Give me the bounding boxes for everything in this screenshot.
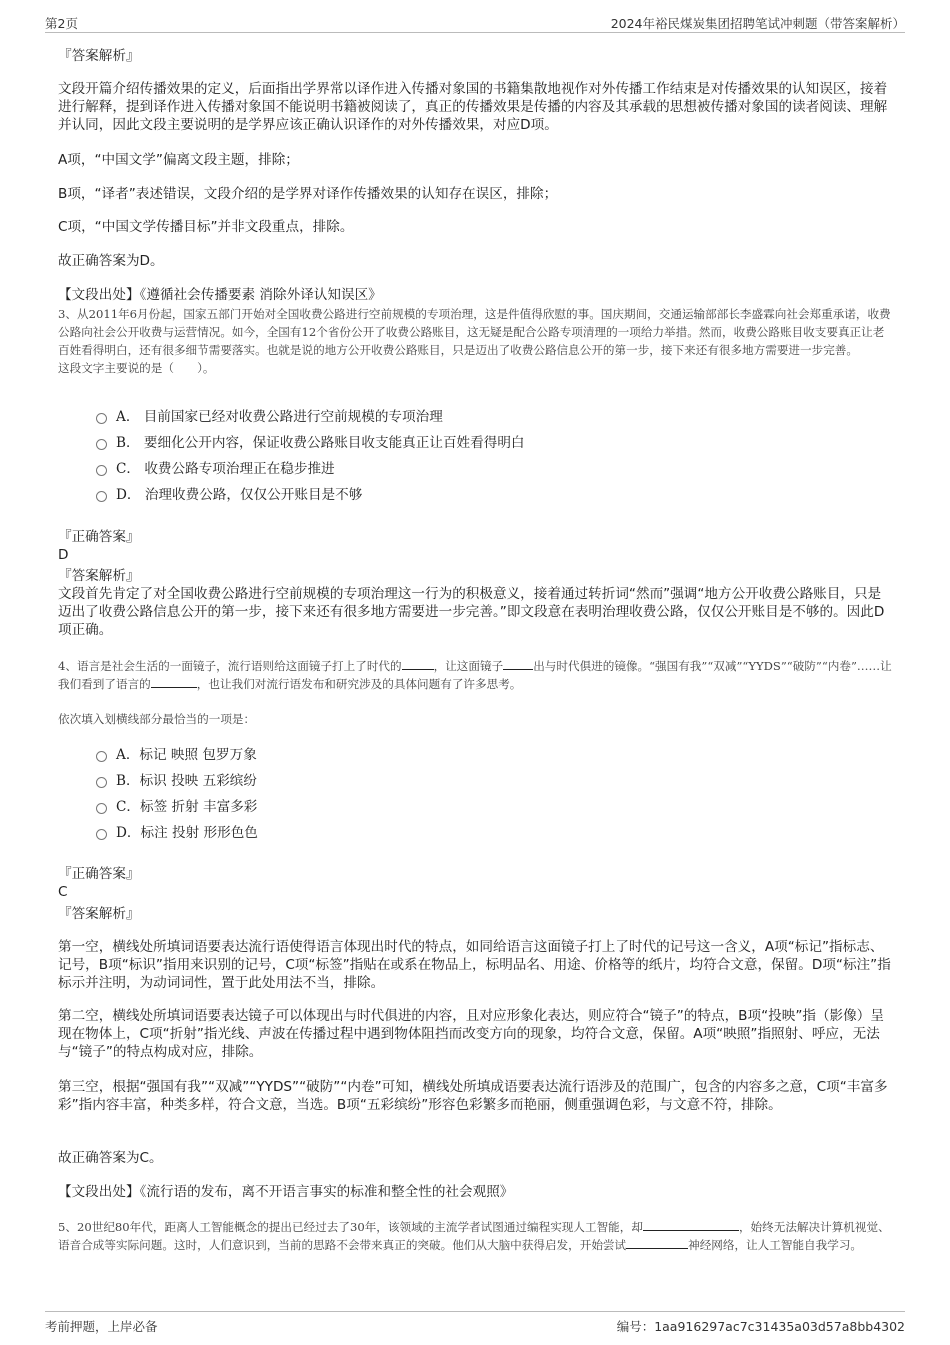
q4-prompt: 依次填入划横线部分最恰当的一项是： — [58, 712, 256, 726]
page-number: 第2页 — [45, 16, 78, 31]
radio-icon[interactable] — [96, 465, 107, 476]
q5-stem — [58, 1218, 893, 1254]
q2-option-a-analysis: A项，“中国文学”偏离文段主题，排除； — [58, 152, 299, 168]
q4-stem-part3: 出与时代俱进的镜像。“强国有我”“双减”“YYDS”“破防”“内卷”……让我们看到了语言的 — [58, 659, 892, 691]
q4-option-a[interactable] — [96, 746, 257, 764]
blank-2 — [503, 657, 533, 670]
q5-stem-part2: ，始终无法解决计算机视觉、语音合成等实际问题。这时，人们意识到，当前的思路不会带来真正的突破。他们从大脑中获得启发，开始尝试 — [58, 1220, 890, 1252]
radio-icon[interactable] — [96, 439, 107, 450]
q5-stem-part3: 神经网络，让人工智能自我学习。 — [688, 1238, 863, 1252]
q3-option-a[interactable] — [96, 408, 443, 426]
q4-stem-part2: ，让这面镜子 — [433, 659, 504, 673]
q4-option-a-label: A．标记 映照 包罗万象 — [116, 747, 257, 763]
q3-answer: D — [58, 547, 69, 563]
page-footer — [45, 1311, 905, 1334]
footer-slogan: 考前押题，上岸必备 — [45, 1319, 158, 1334]
q4-explain-para1: 第一空，横线处所填词语要表达流行语使得语言体现出时代的特点，如同给语言这面镜子打上了时代的记号这一含义，A项“标记”指标志、记号，B项“标识”指用来识别的记号，C项“标签”指贴在或系在物品上，标明品名、用途、价格等的纸片，均符合文意，保留。D项“标注”指标示并注明，为动词词性，置于此处用法不当，排除。 — [58, 939, 891, 991]
q4-explain-para3: 第三空，根据“强国有我”“双减”“YYDS”“破防”“内卷”可知，横线处所填成语要表达流行语涉及的范围广，包含的内容多之意，C项“丰富多彩”指内容丰富，种类多样，符合文意，当选。B项“五彩缤纷”形容色彩繁多而艳丽，侧重强调色彩，与文意不符，排除。 — [58, 1079, 888, 1113]
q2-source: 【文段出处】《遵循社会传播要素 消除外译认知误区》 — [58, 287, 382, 303]
q2-answer-text: 故正确答案为D。 — [58, 253, 164, 269]
q4-option-c-label: C．标签 折射 丰富多彩 — [116, 799, 258, 815]
q3-explain-label: 『答案解析』 — [58, 568, 140, 584]
q4-option-d[interactable] — [96, 824, 258, 842]
radio-icon[interactable] — [96, 491, 107, 502]
q2-explain-label: 『答案解析』 — [58, 48, 140, 64]
q4-option-b-label: B．标识 投映 五彩缤纷 — [116, 773, 257, 789]
blank-2 — [626, 1236, 688, 1249]
q3-option-d[interactable] — [96, 486, 362, 504]
q2-option-b-analysis: B项，“译者”表述错误，文段介绍的是学界对译作传播效果的认知存在误区，排除； — [58, 186, 558, 202]
q4-explain-para2: 第二空，横线处所填词语要表达镜子可以体现出与时代俱进的内容，且对应形象化表达，则应符合“镜子”的特点，B项“投映”指（影像）呈现在物体上，C项“折射”指光线、声波在传播过程中遇到物体阻挡而改变方向的现象，均符合文意，保留。A项“映照”指照射、呼应，无法与“镜子”的特点构成对应，排除。 — [58, 1008, 884, 1060]
q4-source: 【文段出处】《流行语的发布，离不开语言事实的标准和整全性的社会观照》 — [58, 1184, 514, 1200]
q3-explain-text: 文段首先肯定了对全国收费公路进行空前规模的专项治理这一行为的积极意义，接着通过转折词“然而”强调“地方公开收费公路账目，只是迈出了收费公路信息公开的第一步，接下来还有很多地方需要进一步完善。”即文段意在表明治理收费公路，仅仅公开账目是不够的。因此D项正确。 — [58, 586, 885, 638]
page-header — [45, 14, 905, 33]
radio-icon[interactable] — [96, 829, 107, 840]
document-title: 2024年裕民煤炭集团招聘笔试冲刺题（带答案解析） — [610, 16, 905, 31]
q4-option-b[interactable] — [96, 772, 257, 790]
q3-option-c[interactable] — [96, 460, 335, 478]
radio-icon[interactable] — [96, 413, 107, 424]
radio-icon[interactable] — [96, 751, 107, 762]
q4-option-c[interactable] — [96, 798, 257, 816]
q5-stem-part1: 5、20世纪80年代，距离人工智能概念的提出已经过去了30年，该领域的主流学者试图通过编程实现人工智能，却 — [58, 1220, 643, 1234]
q4-stem-part1: 4、语言是社会生活的一面镜子，流行语则给这面镜子打上了时代的 — [58, 659, 402, 673]
q4-stem-part4: ，也让我们对流行语发布和研究涉及的具体问题有了许多思考。 — [196, 677, 522, 691]
radio-icon[interactable] — [96, 777, 107, 788]
blank-1 — [643, 1218, 739, 1231]
q3-stem: 3、从2011年6月份起，国家五部门开始对全国收费公路进行空前规模的专项治理，这是件值得欣慰的事。国庆期间，交通运输部部长李盛霖向社会郑重承诺，收费公路向社会公开收费与运营情况。如今，全国有12个省份公开了收费公路账目，这无疑是配合公路专项清理的一项给力举措。然而，收费公路账目收支要真正让老百姓看得明白，还有很多细节需要落实。也就是说的地方公开收费公路账目，只是迈出了收费公路信息公开的第一步，接下来还有很多地方需要进一步完善。 — [58, 307, 891, 357]
q4-answer: C — [58, 884, 68, 900]
q4-option-d-label: D．标注 投射 形形色色 — [116, 825, 258, 841]
q3-option-b-label: B． 要细化公开内容，保证收费公路账目收支能真正让百姓看得明白 — [116, 435, 525, 451]
q3-prompt: 这段文字主要说的是（ ）。 — [58, 361, 215, 375]
q3-option-a-label: A． 目前国家已经对收费公路进行空前规模的专项治理 — [116, 409, 443, 425]
q4-explain-label: 『答案解析』 — [58, 906, 140, 922]
q3-option-b[interactable] — [96, 434, 525, 452]
q3-answer-label: 『正确答案』 — [58, 529, 140, 545]
q4-answer-text: 故正确答案为C。 — [58, 1150, 163, 1166]
blank-3 — [151, 675, 197, 688]
q2-option-c-analysis: C项，“中国文学传播目标”并非文段重点，排除。 — [58, 219, 354, 235]
q3-option-c-label: C． 收费公路专项治理正在稳步推进 — [116, 461, 335, 477]
q4-answer-label: 『正确答案』 — [58, 866, 140, 882]
q2-explain-text: 文段开篇介绍传播效果的定义，后面指出学界常以译作进入传播对象国的书籍集散地视作对外传播工作结束是对传播效果的认知误区，接着进行解释，提到译作进入传播对象国不能说明书籍被阅读了，真正的传播效果是传播的内容及其承载的思想被传播对象国的读者阅读、理解并认同，因此文段主要说明的是学界应该正确认识译作的对外传播效果，对应D项。 — [58, 81, 888, 133]
q3-option-d-label: D． 治理收费公路，仅仅公开账目是不够 — [116, 487, 363, 503]
document-id: 编号：1aa916297ac7c31435a03d57a8bb4302 — [616, 1319, 905, 1334]
q4-stem — [58, 657, 893, 693]
radio-icon[interactable] — [96, 803, 107, 814]
blank-1 — [402, 657, 434, 670]
